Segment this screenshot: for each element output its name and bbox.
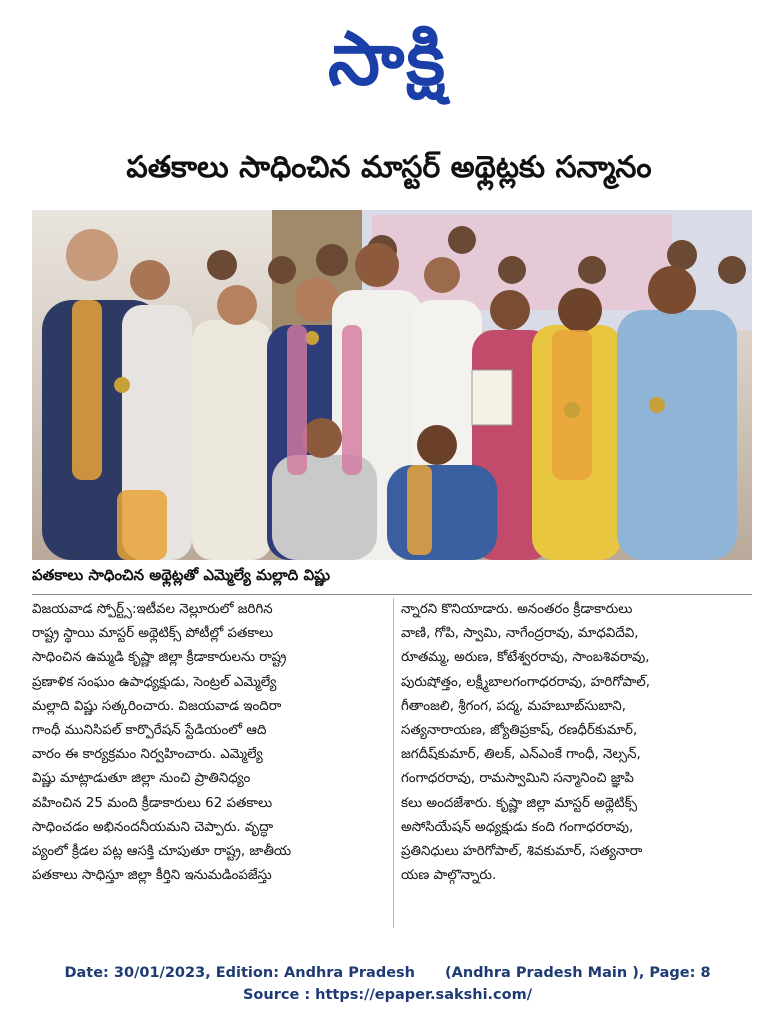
group-photo-illustration [32, 210, 752, 560]
column-divider [393, 598, 394, 928]
article-text-line: వాణి, గోపి, స్వామి, నాగేంద్రరావు, మాధవిదేవి, [401, 626, 639, 642]
article-text-line: సత్యనారాయణ, జ్యోతిప్రకాష్, రణధీర్‌కుమార్, [401, 723, 638, 739]
article-photo [32, 210, 752, 560]
article-text-line: గంగాధరరావు, రామస్వామిని సన్మానించి జ్ఞాపి [401, 771, 634, 787]
sakshi-logo: సాక్షి [328, 16, 447, 102]
article-text-line: జగదీష్‌కుమార్, తిలక్, ఎన్ఎంకే గాంధీ, నెల్సన్, [401, 747, 641, 763]
clipping-footer [0, 962, 775, 1006]
article-text-line: గాంధీ మునిసిపల్ కార్పొరేషన్ స్టేడియంలో ఆది [32, 723, 267, 739]
article-text-line: గీతాంజలి, శ్రీగంగ, పద్మ, మహబూబ్‌సుబాని, [401, 698, 627, 714]
article-column-left [32, 598, 385, 938]
footer-date-edition: Date: 30/01/2023, Edition: Andhra Pradesh [64, 965, 415, 981]
article-text-line: ప్రణాళిక సంఘం ఉపాధ్యక్షుడు, సెంట్రల్ ఎమ్మెల్యే [32, 674, 277, 690]
article-text-line: మల్లాది విష్ణు సత్కరించారు. విజయవాడ ఇందిరా [32, 698, 282, 714]
article-text-line: సాధించిన ఉమ్మడి కృష్ణా జిల్లా క్రీడాకారులను రాష్ట్ర [32, 650, 287, 666]
footer-source: Source : https://epaper.sakshi.com/ [242, 987, 533, 1003]
footer-edition-row [0, 962, 775, 984]
article-text-line: పతకాలు సాధిస్తూ జిల్లా కీర్తిని ఇనుమడింపజేస్తు [32, 868, 272, 884]
article-text-line: వారం ఈ కార్యక్రమం నిర్వహించారు. ఎమ్మెల్యే [32, 747, 263, 763]
article-text-line: సాధించడం అభినందనీయమని చెప్పారు. వృద్ధా [32, 819, 274, 835]
article-text-line: అసోసియేషన్ అధ్యక్షుడు కంది గంగాధరరావు, [401, 819, 634, 835]
article-text-line: విష్ణు మాట్లాడుతూ జిల్లా నుంచి ప్రాతినిధ్యం [32, 771, 251, 787]
article-text-line: ప్యంలో క్రీడల పట్ల ఆసక్తి చూపుతూ రాష్ట్ర, జాతీయ [32, 844, 292, 860]
article-text-line: విజయవాడ స్పోర్ట్స్:ఇటీవల నెల్లూరులో జరిగిన [32, 602, 273, 617]
article-text-line: వహించిన 25 మంది క్రీడాకారులు 62 పతకాలు [32, 795, 273, 811]
article-text-line: పురుషోత్తం, లక్ష్మీబాలగంగాధరరావు, హరిగోపాల్, [401, 674, 651, 690]
article-text-line: న్నారని కొనియాడారు. అనంతరం క్రీడాకారులు [401, 602, 633, 617]
masthead [0, 14, 775, 104]
footer-page: (Andhra Pradesh Main ), Page: 8 [445, 965, 711, 981]
article-text-line: రూతమ్మ, అరుణ, కోటేశ్వరరావు, సాంబశివరావు, [401, 650, 650, 666]
article-column-right [401, 598, 754, 938]
article-text-line: ప్రతినిధులు హరిగోపాల్, శివకుమార్, సత్యనారా [401, 844, 643, 860]
photo-caption: పతకాలు సాధించిన అథ్లెట్లతో ఎమ్మెల్యే మల్లాది విష్ణు [32, 566, 752, 595]
article-text-line: కలు అందజేశారు. కృష్ణా జిల్లా మాస్టర్ అథ్లెటిక్స్ [401, 795, 638, 811]
article-headline: పతకాలు సాధించిన మాస్టర్ అథ్లెట్లకు సన్మానం [126, 150, 652, 185]
article-text-line: యణ పాల్గొన్నారు. [401, 868, 497, 884]
article-text-line: రాష్ట్ర స్థాయి మాస్టర్ అథ్లెటిక్స్ పోటీల్లో పతకాలు [32, 626, 274, 642]
